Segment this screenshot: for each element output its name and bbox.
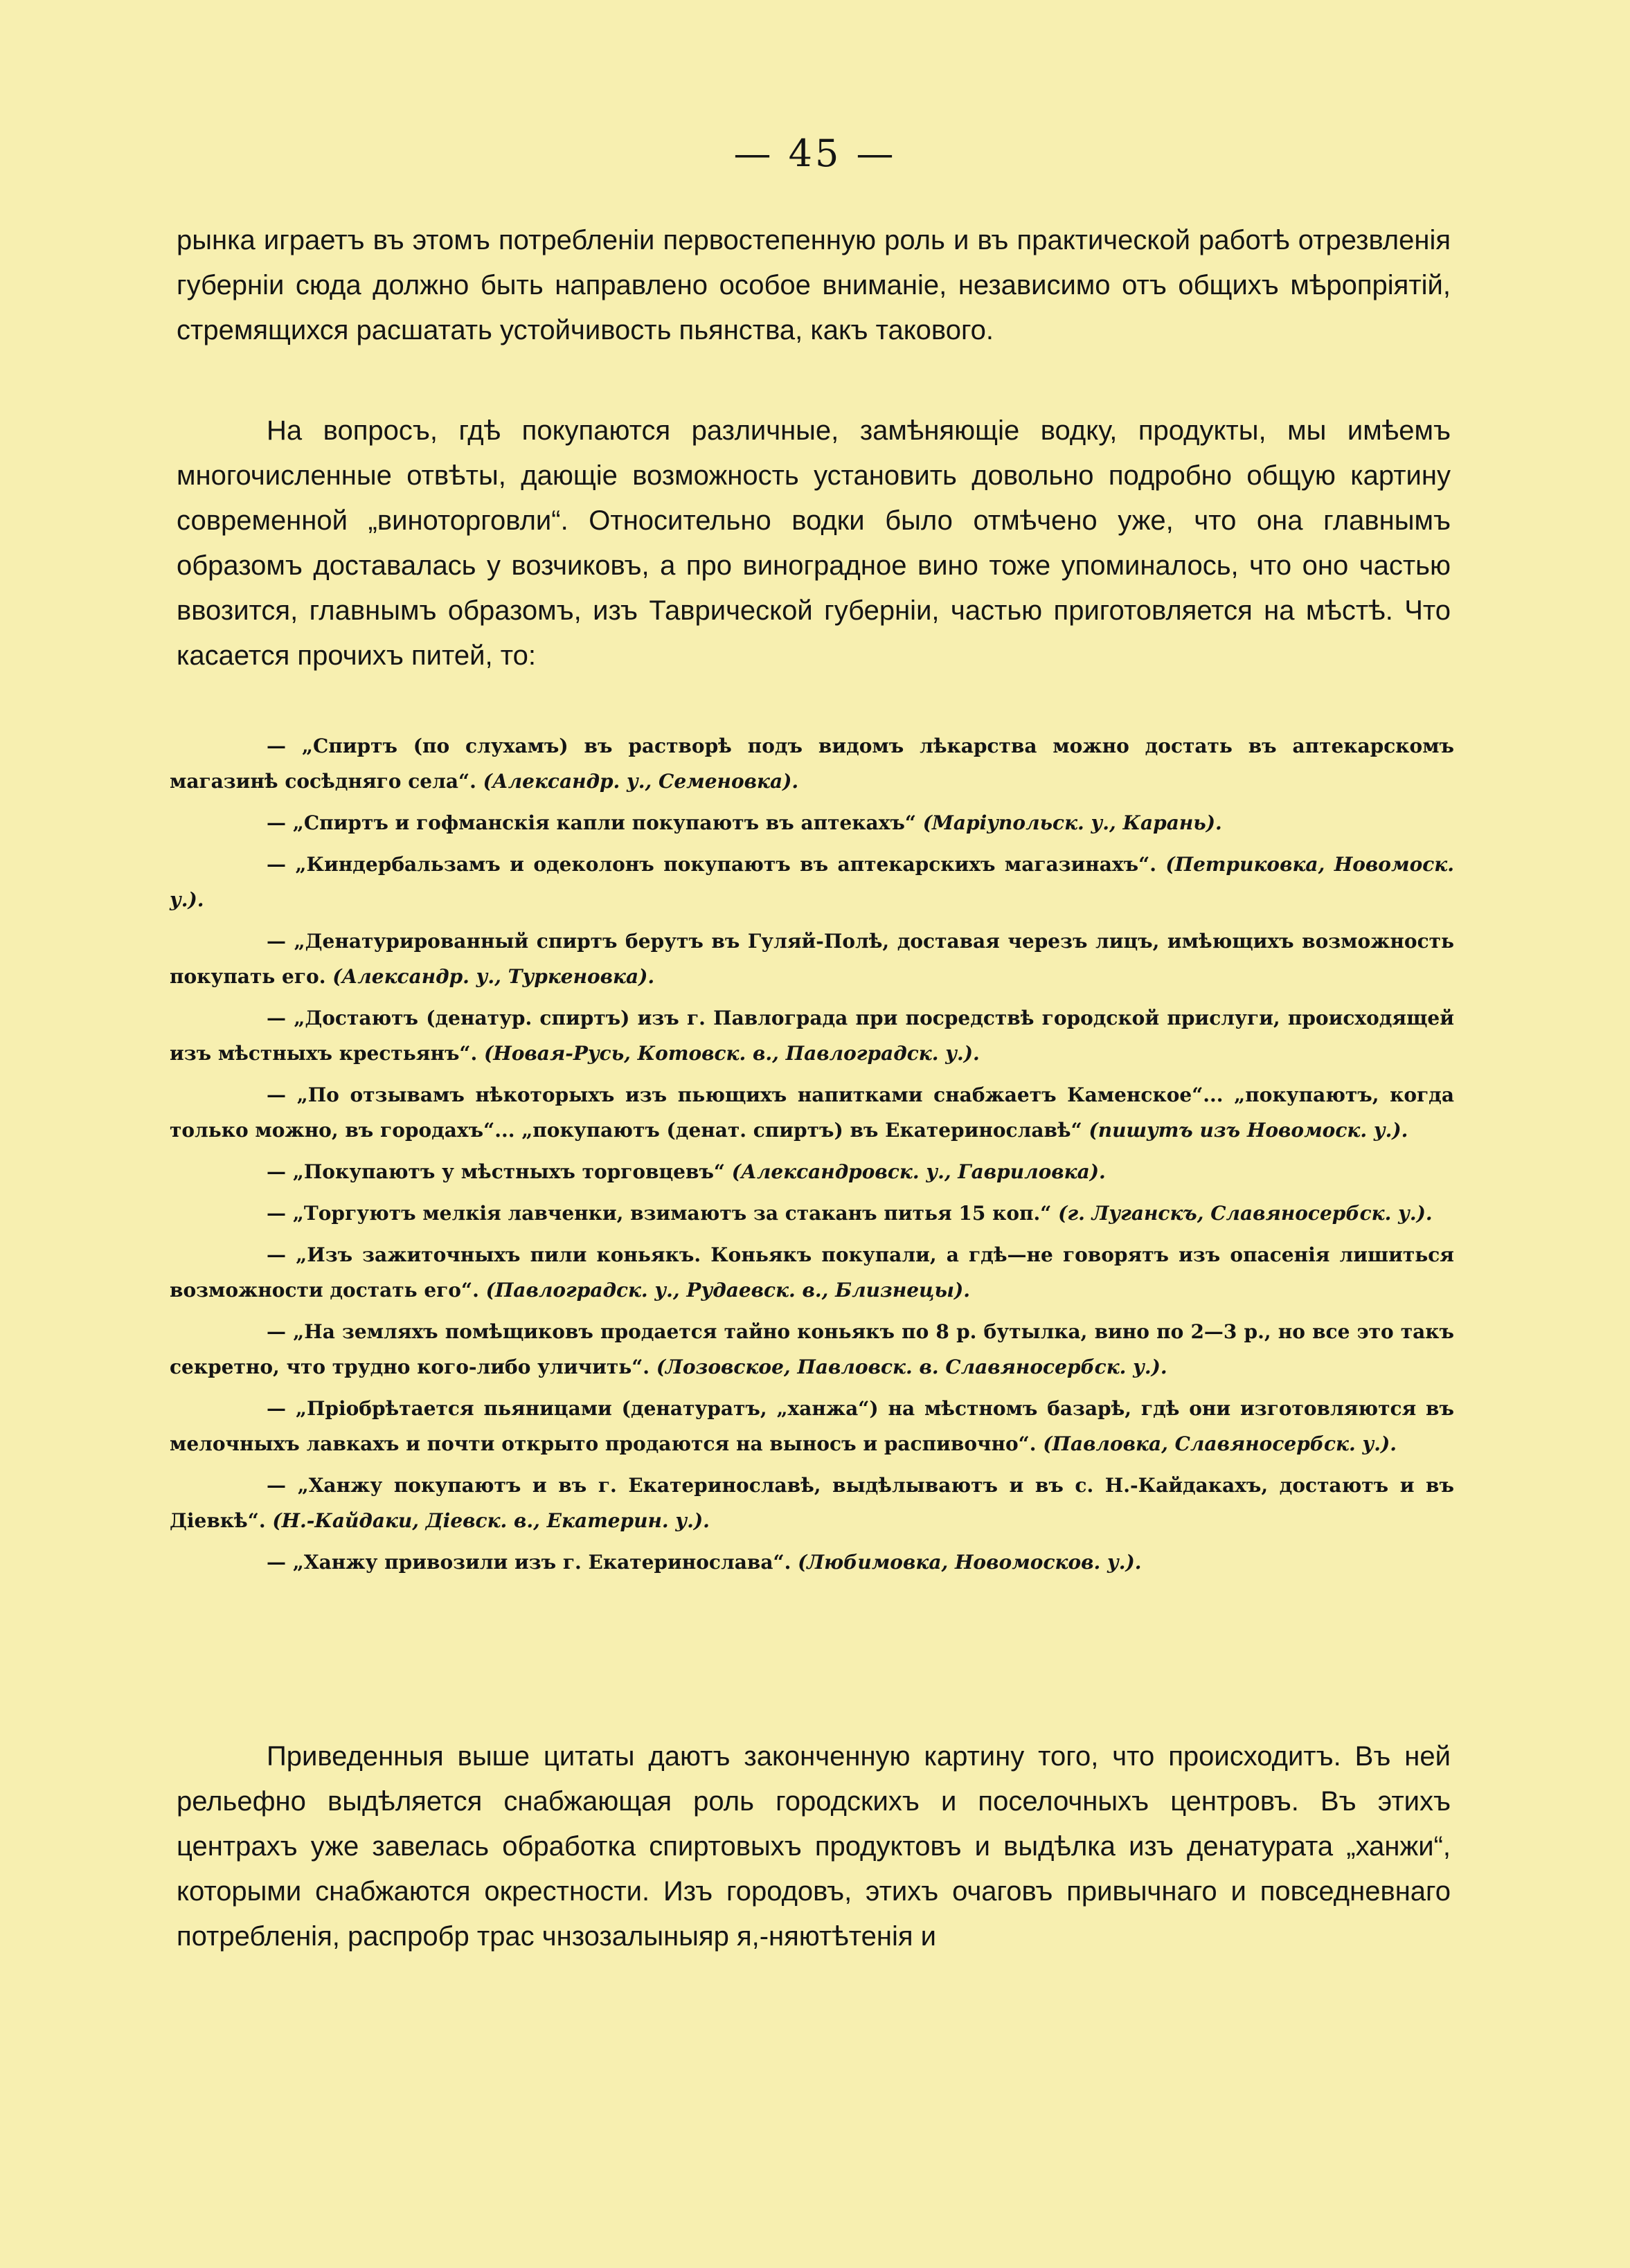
quote-text: — „Ханжу покупаютъ и въ г. Екатеринославѣ, выдѣлываютъ и въ с. Н.-Кайдакахъ, достаютъ и въ Діевкѣ“. [170, 1474, 1454, 1532]
quote-text: — „По отзывамъ нѣкоторыхъ изъ пьющихъ напитками снабжаетъ Каменское“... „покупаютъ, когда только можно, въ городахъ“... „покупаютъ (денат. спиртъ) въ Екатеринославѣ“ [170, 1083, 1454, 1142]
question-section [177, 408, 1451, 678]
quote-text: — „Изъ зажиточныхъ пили коньякъ. Коньякъ покупали, а гдѣ—не говорятъ изъ опасенія лишиться возможности достать его“. [170, 1243, 1454, 1302]
quote-item [170, 1196, 1454, 1231]
quote-item [170, 1154, 1454, 1189]
quote-text: — „Денатурированный спиртъ берутъ въ Гуляй-Полѣ, доставая черезъ лицъ, имѣющихъ возможность покупать его. [170, 930, 1454, 988]
quote-text: — „Спиртъ (по слухамъ) въ растворѣ подъ видомъ лѣкарства можно достать въ аптекарскомъ магазинѣ сосѣдняго села“. [170, 735, 1454, 793]
quote-source: (Любимовка, Новомосков. у.). [798, 1551, 1142, 1574]
quote-item [170, 924, 1454, 994]
quote-text: — „Спиртъ и гофманскія капли покупаютъ въ аптекахъ“ [267, 811, 916, 834]
question-paragraph: На вопросъ, гдѣ покупаются различные, замѣняющіе водку, продукты, мы имѣемъ многочисленные отвѣты, дающіе возможность установить довольно подробно общую картину современной „виноторговли“. Относительно водки было отмѣчено уже, что она главнымъ образомъ доставалась у возчиковъ, а про виноградное вино тоже упоминалось, что оно частью ввозится, главнымъ образомъ, изъ Таврической губерніи, частью приготовляется на мѣстѣ. Что касается прочихъ питей, то: [177, 415, 1451, 671]
quote-item [170, 1237, 1454, 1308]
quote-text: — „Достаютъ (денатур. спиртъ) изъ г. Павлограда при посредствѣ городской прислуги, происходящей изъ мѣстныхъ крестьянъ“. [170, 1007, 1454, 1065]
quote-source: (Петриковка, Новомоск. у.). [170, 853, 1454, 911]
quote-item [170, 728, 1454, 799]
quote-text: — „Киндербальзамъ и одеколонъ покупаютъ въ аптекарскихъ магазинахъ“. [267, 853, 1156, 876]
quote-source: (пишутъ изъ Новомоск. у.). [1089, 1119, 1408, 1142]
conclusion-paragraph: Приведенныя выше цитаты даютъ законченную картину того, что происходитъ. Въ ней рельефно выдѣляется снабжающая роль городскихъ и поселочныхъ центровъ. Въ этихъ центрахъ уже завелась обработка спиртовыхъ продуктовъ и выдѣлка изъ денатурата „ханжи“, которыми снабжаются окрестности. Изъ городовъ, этихъ очаговъ привычнаго и повседневнаго потребленія, распробр трас чнзозалыныяр я,-няютѣтенія и [177, 1741, 1451, 1952]
quote-text: — „Ханжу привозили изъ г. Екатеринослава“. [267, 1551, 791, 1574]
quote-source: (Павловка, Славяносербск. у.). [1043, 1432, 1397, 1455]
quote-item [170, 1391, 1454, 1461]
quote-source: (Александр. у., Семеновка). [483, 770, 799, 793]
intro-section [177, 218, 1451, 353]
quote-item [170, 1545, 1454, 1580]
quote-source: (Павлоградск. у., Рудаевск. в., Близнецы). [485, 1279, 971, 1302]
quotes-list [170, 728, 1454, 1586]
quote-source: (Александровск. у., Гавриловка). [731, 1160, 1106, 1183]
quote-item [170, 1468, 1454, 1538]
quote-item [170, 847, 1454, 917]
quote-item [170, 1077, 1454, 1148]
quote-item [170, 1314, 1454, 1385]
quote-text: — „Пріобрѣтается пьяницами (денатуратъ, „ханжа“) на мѣстномъ базарѣ, гдѣ они изготовляются въ мелочныхъ лавкахъ и почти открыто продаются на выносъ и распивочно“. [170, 1397, 1454, 1455]
intro-paragraph: рынка играетъ въ этомъ потребленіи первостепенную роль и въ практической работѣ отрезвленія губерніи сюда должно быть направлено особое вниманіе, независимо отъ общихъ мѣропріятій, стремящихся расшатать устойчивость пьянства, какъ такового. [177, 225, 1451, 345]
page-number: — 45 — [733, 132, 897, 175]
quote-text: — „Торгуютъ мелкія лавченки, взимаютъ за стаканъ питья 15 коп.“ [267, 1202, 1052, 1225]
quote-source: (Н.-Кайдаки, Діевск. в., Екатерин. у.). [272, 1509, 710, 1532]
conclusion-section [177, 1734, 1451, 1959]
quote-item [170, 1000, 1454, 1071]
quote-source: (Маріупольск. у., Карань). [922, 811, 1222, 834]
quote-source: (г. Луганскъ, Славяносербск. у.). [1058, 1202, 1433, 1225]
quote-source: (Александр. у., Туркеновка). [332, 965, 655, 988]
quote-source: (Лозовское, Павловск. в. Славяносербск. у.). [656, 1356, 1167, 1378]
quote-item [170, 805, 1454, 840]
quote-source: (Новая-Русь, Котовск. в., Павлоградск. у.). [484, 1042, 980, 1065]
quote-text: — „Покупаютъ у мѣстныхъ торговцевъ“ [267, 1160, 726, 1183]
quote-text: — „На земляхъ помѣщиковъ продается тайно коньякъ по 8 р. бутылка, вино по 2—3 р., но все это такъ секретно, что трудно кого-либо уличить“. [170, 1320, 1454, 1378]
